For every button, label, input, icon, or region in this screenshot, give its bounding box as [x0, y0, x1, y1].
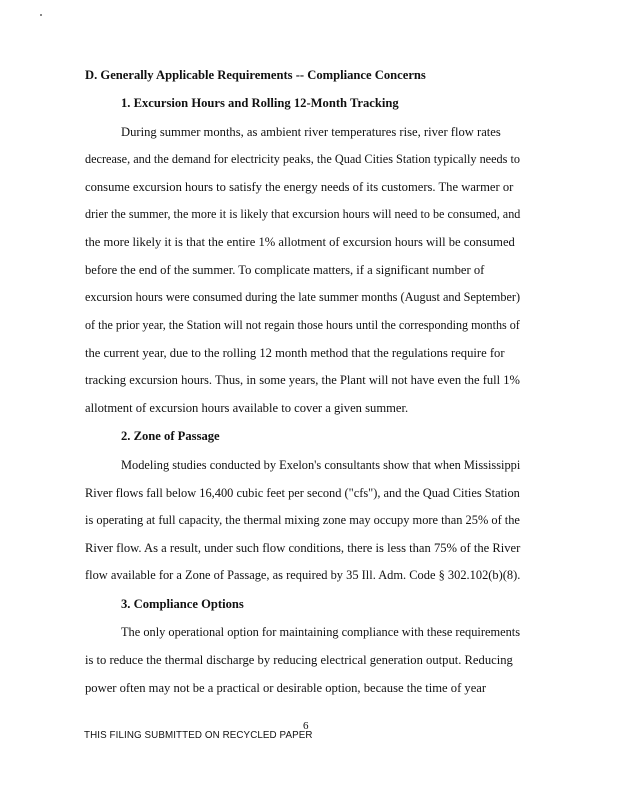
scan-speck	[40, 14, 42, 16]
paragraph-3-line-1: The only operational option for maintaining compliance with these requirements	[121, 625, 521, 639]
paragraph-1-line-4: drier the summer, the more it is likely that excursion hours will need to be consumed, and	[85, 207, 521, 221]
paragraph-2-line-5: flow available for a Zone of Passage, as required by 35 Ill. Adm. Code § 302.102(b)(8).	[85, 568, 521, 582]
subsection-heading-2: 2. Zone of Passage	[121, 429, 220, 443]
paragraph-3-line-2: is to reduce the thermal discharge by reducing electrical generation output. Reducing	[85, 653, 513, 667]
subsection-heading-3: 3. Compliance Options	[121, 597, 244, 611]
paragraph-1-line-2: decrease, and the demand for electricity peaks, the Quad Cities Station typically needs to	[85, 152, 520, 166]
paragraph-1-line-8: of the prior year, the Station will not regain those hours until the corresponding months of	[85, 318, 520, 332]
paragraph-1-line-11: allotment of excursion hours available to cover a given summer.	[85, 401, 409, 415]
paragraph-1-line-9: the current year, due to the rolling 12 month method that the regulations require for	[85, 346, 505, 360]
subsection-heading-1: 1. Excursion Hours and Rolling 12-Month Tracking	[121, 96, 399, 110]
paragraph-2-line-4: River flow. As a result, under such flow conditions, there is less than 75% of the River	[85, 541, 521, 555]
paragraph-2-line-3: is operating at full capacity, the thermal mixing zone may occupy more than 25% of the	[85, 513, 520, 527]
paragraph-3-line-3: power often may not be a practical or desirable option, because the time of year	[85, 681, 487, 695]
section-heading: D. Generally Applicable Requirements -- Compliance Concerns	[85, 68, 426, 82]
paragraph-1-line-5: the more likely it is that the entire 1% allotment of excursion hours will be consumed	[85, 235, 515, 249]
page-number: 6	[303, 720, 309, 732]
paragraph-2-line-2: River flows fall below 16,400 cubic feet per second ("cfs"), and the Quad Cities Station	[85, 486, 520, 500]
paragraph-1-line-6: before the end of the summer. To complicate matters, if a significant number of	[85, 263, 485, 277]
paragraph-1-line-10: tracking excursion hours. Thus, in some years, the Plant will not have even the full 1%	[85, 373, 520, 387]
paragraph-1-line-7: excursion hours were consumed during the late summer months (August and September)	[85, 290, 521, 304]
paragraph-1-line-3: consume excursion hours to satisfy the energy needs of its customers. The warmer or	[85, 180, 514, 194]
paragraph-2-line-1: Modeling studies conducted by Exelon's consultants show that when Mississippi	[121, 458, 521, 472]
paragraph-1-line-1: During summer months, as ambient river temperatures rise, river flow rates	[121, 125, 501, 139]
recycled-paper-footer: THIS FILING SUBMITTED ON RECYCLED PAPER	[84, 730, 313, 741]
